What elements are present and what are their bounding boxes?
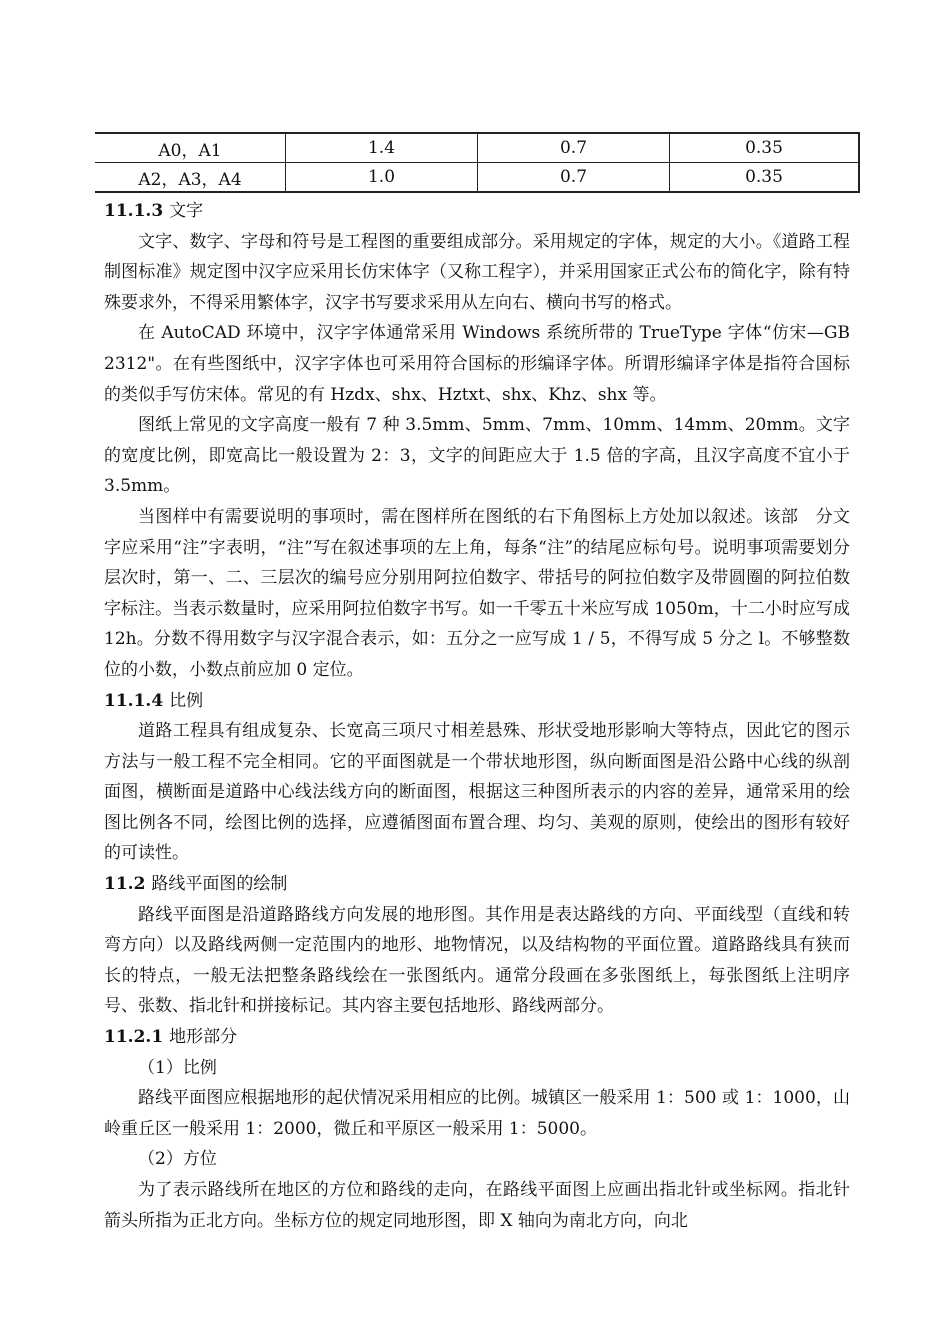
subheading: （1）比例 (138, 1057, 217, 1078)
table-row (95, 133, 859, 163)
line-width-table (95, 132, 860, 193)
subheading: （2）方位 (138, 1149, 217, 1170)
paragraph: 为了表示路线所在地区的方位和路线的走向，在路线平面图上应画出指北针或坐标网。指北针箭头所指为正北方向。坐标方位的规定同地形图，即 X 轴向为南北方向，向北 (104, 1180, 850, 1231)
section-number: 11.2 (104, 874, 146, 895)
paragraph: 图纸上常见的文字高度一般有 7 种 3.5mm、5mm、7mm、10mm、14mm、20mm。文字的宽度比例，即宽高比一般设置为 2：3，文字的间距应大于 1.5 倍的字高，且汉字高度不宜小于 3.5mm。 (104, 415, 850, 497)
section-title: 文字 (169, 201, 204, 221)
table-cell: 0.35 (670, 163, 860, 193)
section-title: 地形部分 (169, 1027, 238, 1048)
table-cell: 1.4 (286, 133, 478, 163)
section-number: 11.1.3 (104, 201, 164, 221)
paragraph: 路线平面图是沿道路路线方向发展的地形图。其作用是表达路线的方向、平面线型（直线和转弯方向）以及路线两侧一定范围内的地形、地物情况，以及结构物的平面位置。道路路线具有狭而长的特点，一般无法把整条路线绘在一张图纸内。通常分段画在多张图纸上，每张图纸上注明序号、张数、指北针和拼接标记。其内容主要包括地形、路线两部分。 (104, 904, 850, 1017)
section-heading (104, 869, 850, 900)
section-title: 比例 (169, 690, 204, 711)
body-text (104, 196, 850, 1236)
section-title: 路线平面图的绘制 (151, 874, 288, 895)
section-heading (104, 196, 850, 227)
section-heading (104, 1022, 850, 1053)
paragraph: 文字、数字、字母和符号是工程图的重要组成部分。采用规定的字体，规定的大小。《道路工程制图标准》规定图中汉字应采用长仿宋体字（又称工程字），并采用国家正式公布的简化字，除有特殊要求外，不得采用繁体字，汉字书写要求采用从左向右、横向书写的格式。 (104, 231, 850, 313)
table-row (95, 163, 859, 193)
table-cell: A0，A1 (95, 133, 286, 163)
paragraph: 道路工程具有组成复杂、长宽高三项尺寸相差悬殊、形状受地形影响大等特点，因此它的图示方法与一般工程不完全相同。它的平面图就是一个带状地形图，纵向断面图是沿公路中心线的纵剖面图，横断面是道路中心线法线方向的断面图，根据这三种图所表示的内容的差异，通常采用的绘图比例各不同，绘图比例的选择，应遵循图面布置合理、均匀、美观的原则，使绘出的图形有较好的可读性。 (104, 721, 850, 864)
paragraph: 当图样中有需要说明的事项时，需在图样所在图纸的右下角图标上方处加以叙述。该部 分文字应采用“注”字表明，“注”写在叙述事项的左上角，每条“注”的结尾应标句号。说明事项需要划分层次时，第一、二、三层次的编号应分别用阿拉伯数字、带括号的阿拉伯数字及带圆圈的阿拉伯数字标注。当表示数量时，应采用阿拉伯数字书写。如一千零五十米应写成 1050m，十二小时应写成 12h。分数不得用数字与汉字混合表示，如：五分之一应写成 1 / 5，不得写成 5 分之 l。不够整数位的小数，小数点前应加 0 定位。 (104, 506, 850, 680)
section-number: 11.2.1 (104, 1027, 164, 1048)
table-cell: A2，A3，A4 (95, 163, 286, 193)
paragraph: 在 AutoCAD 环境中，汉字字体通常采用 Windows 系统所带的 TrueType 字体“仿宋—GB 2312"。在有些图纸中，汉字字体也可采用符合国标的形编译字体。所谓形编译字体是指符合国标的类似手写仿宋体。常见的有 Hzdx、shx、Hztxt、shx、Khz、shx 等。 (104, 323, 850, 405)
table-cell: 1.0 (286, 163, 478, 193)
section-heading (104, 686, 850, 717)
paragraph: 路线平面图应根据地形的起伏情况采用相应的比例。城镇区一般采用 1：500 或 1：1000，山岭重丘区一般采用 1：2000，微丘和平原区一般采用 1：5000。 (104, 1088, 850, 1139)
table-cell: 0.35 (670, 133, 860, 163)
section-number: 11.1.4 (104, 690, 164, 711)
table-cell: 0.7 (478, 133, 670, 163)
table-cell: 0.7 (478, 163, 670, 193)
